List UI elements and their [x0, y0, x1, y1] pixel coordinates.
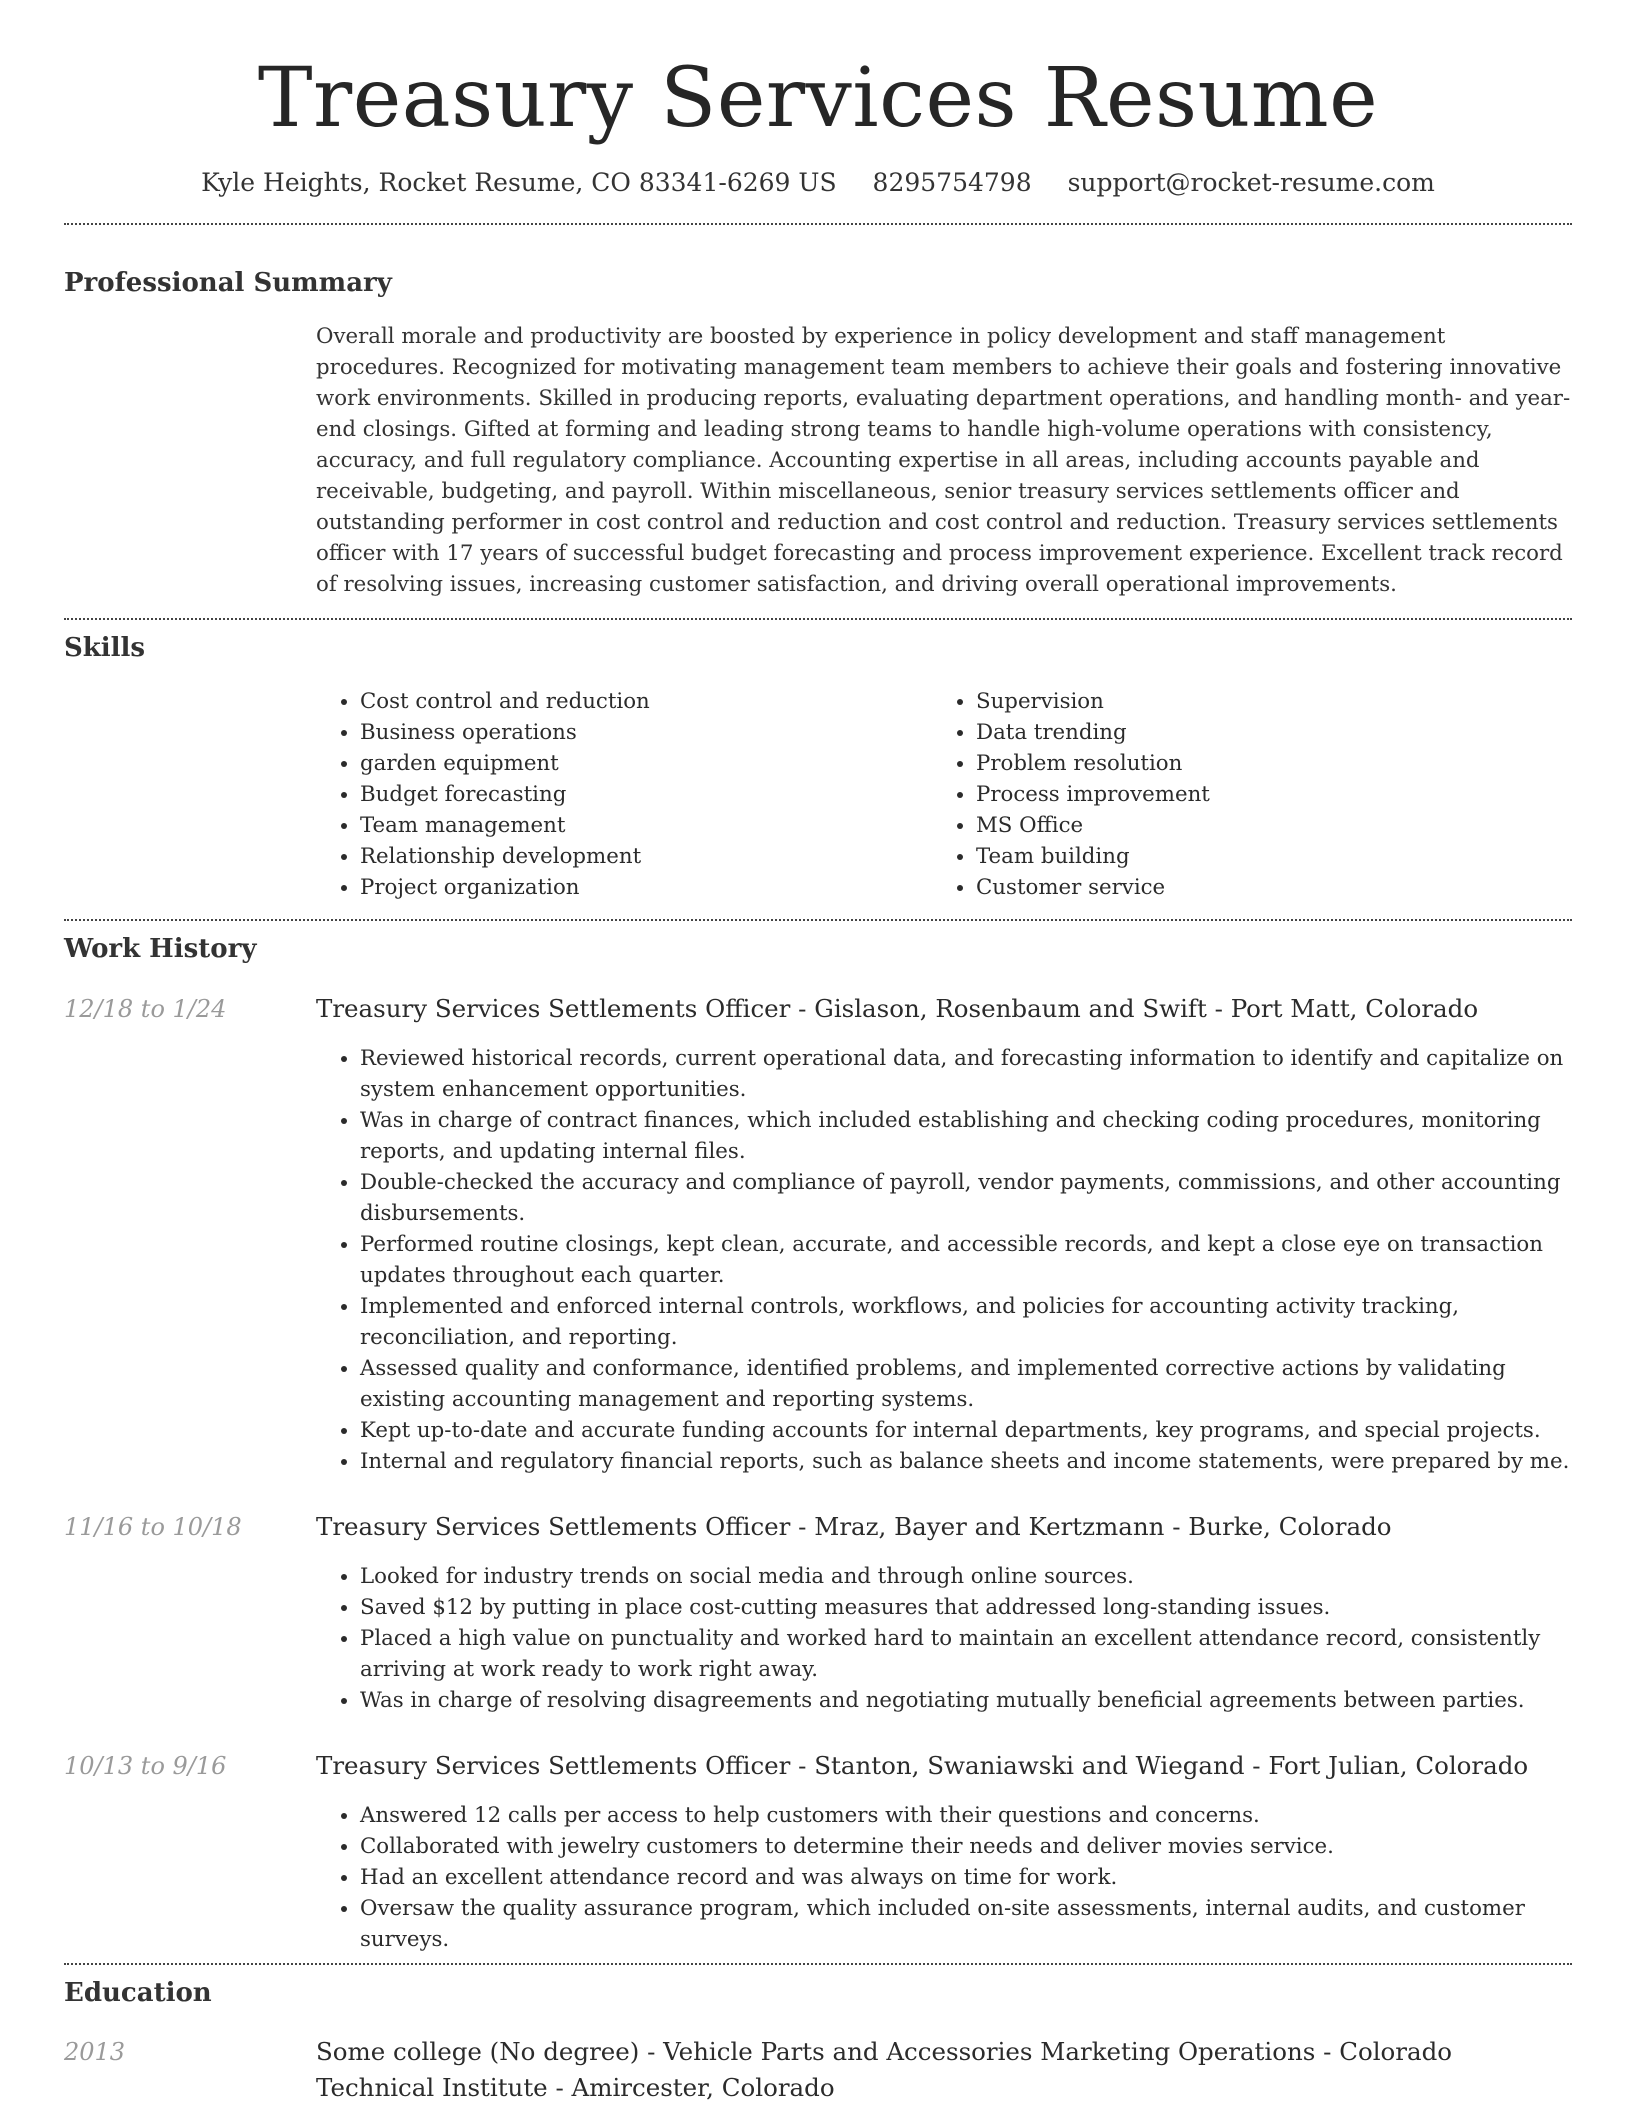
job-header: [64, 1748, 1572, 1784]
skill-item: • Data trending: [976, 717, 1476, 748]
contact-email: support@rocket-resume.com: [1067, 168, 1435, 198]
resume-title: Treasury Services Resume: [257, 51, 1379, 146]
job-entry: [64, 991, 1572, 1477]
job-date: 11/16 to 10/18: [64, 1512, 242, 1541]
job-title: Treasury Services Settlements Officer - Mraz, Bayer and Kertzmann - Burke, Colorado: [316, 1511, 1392, 1541]
skill-item: • Project organization: [360, 872, 932, 903]
education-entry: [64, 2034, 1572, 2106]
skill-item: • Problem resolution: [976, 748, 1476, 779]
job-bullets: [316, 1561, 1572, 1716]
job-bullet: • Implemented and enforced internal controls, workflows, and policies for accounting activity tracking, reconciliation, and reporting.: [360, 1291, 1572, 1353]
resume-page: [64, 0, 1572, 2106]
section-title-education: Education: [64, 1977, 212, 2008]
job-bullet: • Reviewed historical records, current operational data, and forecasting information to identify and capitalize on system enhancement opportunities.: [360, 1043, 1572, 1105]
job-bullet: • Was in charge of resolving disagreements and negotiating mutually beneficial agreements between parties.: [360, 1685, 1572, 1716]
skills-column-right: [932, 686, 1476, 903]
section-title-skills: Skills: [64, 633, 146, 664]
job-bullets: [316, 1043, 1572, 1477]
job-date: 10/13 to 9/16: [64, 1751, 227, 1780]
education-header: [64, 2034, 1572, 2106]
job-bullet: • Double-checked the accuracy and compliance of payroll, vendor payments, commissions, and other accounting disbursements.: [360, 1167, 1572, 1229]
education-date: 2013: [64, 2038, 126, 2067]
skills-column-left: [316, 686, 932, 903]
job-bullet: • Oversaw the quality assurance program, which included on-site assessments, internal audits, and customer surveys.: [360, 1893, 1572, 1955]
job-bullet: • Internal and regulatory financial reports, such as balance sheets and income statements, were prepared by me.: [360, 1446, 1572, 1477]
skill-item: • Customer service: [976, 872, 1476, 903]
contact-address: Kyle Heights, Rocket Resume, CO 83341-6269 US: [201, 168, 837, 198]
divider: [64, 223, 1572, 225]
job-header: [64, 991, 1572, 1027]
job-bullet: • Was in charge of contract finances, which included establishing and checking coding procedures, monitoring reports, and updating internal files.: [360, 1105, 1572, 1167]
divider: [64, 618, 1572, 620]
divider: [64, 1963, 1572, 1965]
job-title: Treasury Services Settlements Officer - Gislason, Rosenbaum and Swift - Port Matt, Colorado: [316, 993, 1479, 1023]
skill-item: • MS Office: [976, 810, 1476, 841]
job-bullet: • Performed routine closings, kept clean, accurate, and accessible records, and kept a close eye on transaction updates throughout each quarter.: [360, 1229, 1572, 1291]
skills-list: [316, 686, 1572, 903]
education-title: Some college (No degree) - Vehicle Parts and Accessories Marketing Operations - Colorado Technical Institute - Amircester, Colorado: [316, 2037, 1453, 2103]
skill-item: • Team management: [360, 810, 932, 841]
skill-item: • Business operations: [360, 717, 932, 748]
job-entry: [64, 1509, 1572, 1716]
job-entry: [64, 1748, 1572, 1955]
contact-phone: 8295754798: [872, 168, 1032, 198]
job-bullet: • Saved $12 by putting in place cost-cutting measures that addressed long-standing issues.: [360, 1592, 1572, 1623]
section-title-work-history: Work History: [64, 933, 257, 964]
skill-item: • garden equipment: [360, 748, 932, 779]
section-title-summary: Professional Summary: [64, 268, 392, 299]
job-header: [64, 1509, 1572, 1545]
job-bullet: • Looked for industry trends on social media and through online sources.: [360, 1561, 1572, 1592]
skill-item: • Process improvement: [976, 779, 1476, 810]
job-bullet: • Placed a high value on punctuality and worked hard to maintain an excellent attendance record, consistently arriving at work ready to work right away.: [360, 1623, 1572, 1685]
contact-line: [64, 168, 1572, 197]
job-date: 12/18 to 1/24: [64, 994, 227, 1023]
job-bullet: • Kept up-to-date and accurate funding accounts for internal departments, key programs, and special projects.: [360, 1415, 1572, 1446]
skill-item: • Supervision: [976, 686, 1476, 717]
summary-text: Overall morale and productivity are boosted by experience in policy development and staff management procedures. Recognized for motivating management team members to achieve their goals and fostering innovative work environments. Skilled in producing reports, evaluating department operations, and handling month- and year-end closings. Gifted at forming and leading strong teams to handle high-volume operations with consistency, accuracy, and full regulatory compliance. Accounting expertise in all areas, including accounts payable and receivable, budgeting, and payroll. Within miscellaneous, senior treasury services settlements officer and outstanding performer in cost control and reduction and cost control and reduction. Treasury services settlements officer with 17 years of successful budget forecasting and process improvement experience. Excellent track record of resolving issues, increasing customer satisfaction, and driving overall operational improvements.: [316, 324, 1571, 598]
job-bullet: • Answered 12 calls per access to help customers with their questions and concerns.: [360, 1800, 1572, 1831]
job-bullet: • Assessed quality and conformance, identified problems, and implemented corrective actions by validating existing accounting management and reporting systems.: [360, 1353, 1572, 1415]
skill-item: • Budget forecasting: [360, 779, 932, 810]
job-bullet: • Had an excellent attendance record and was always on time for work.: [360, 1862, 1572, 1893]
divider: [64, 919, 1572, 921]
job-bullet: • Collaborated with jewelry customers to determine their needs and deliver movies service.: [360, 1831, 1572, 1862]
skill-item: • Relationship development: [360, 841, 932, 872]
skill-item: • Team building: [976, 841, 1476, 872]
job-title: Treasury Services Settlements Officer - Stanton, Swaniawski and Wiegand - Fort Julian, Colorado: [316, 1750, 1529, 1780]
skill-item: • Cost control and reduction: [360, 686, 932, 717]
job-bullets: [316, 1800, 1572, 1955]
